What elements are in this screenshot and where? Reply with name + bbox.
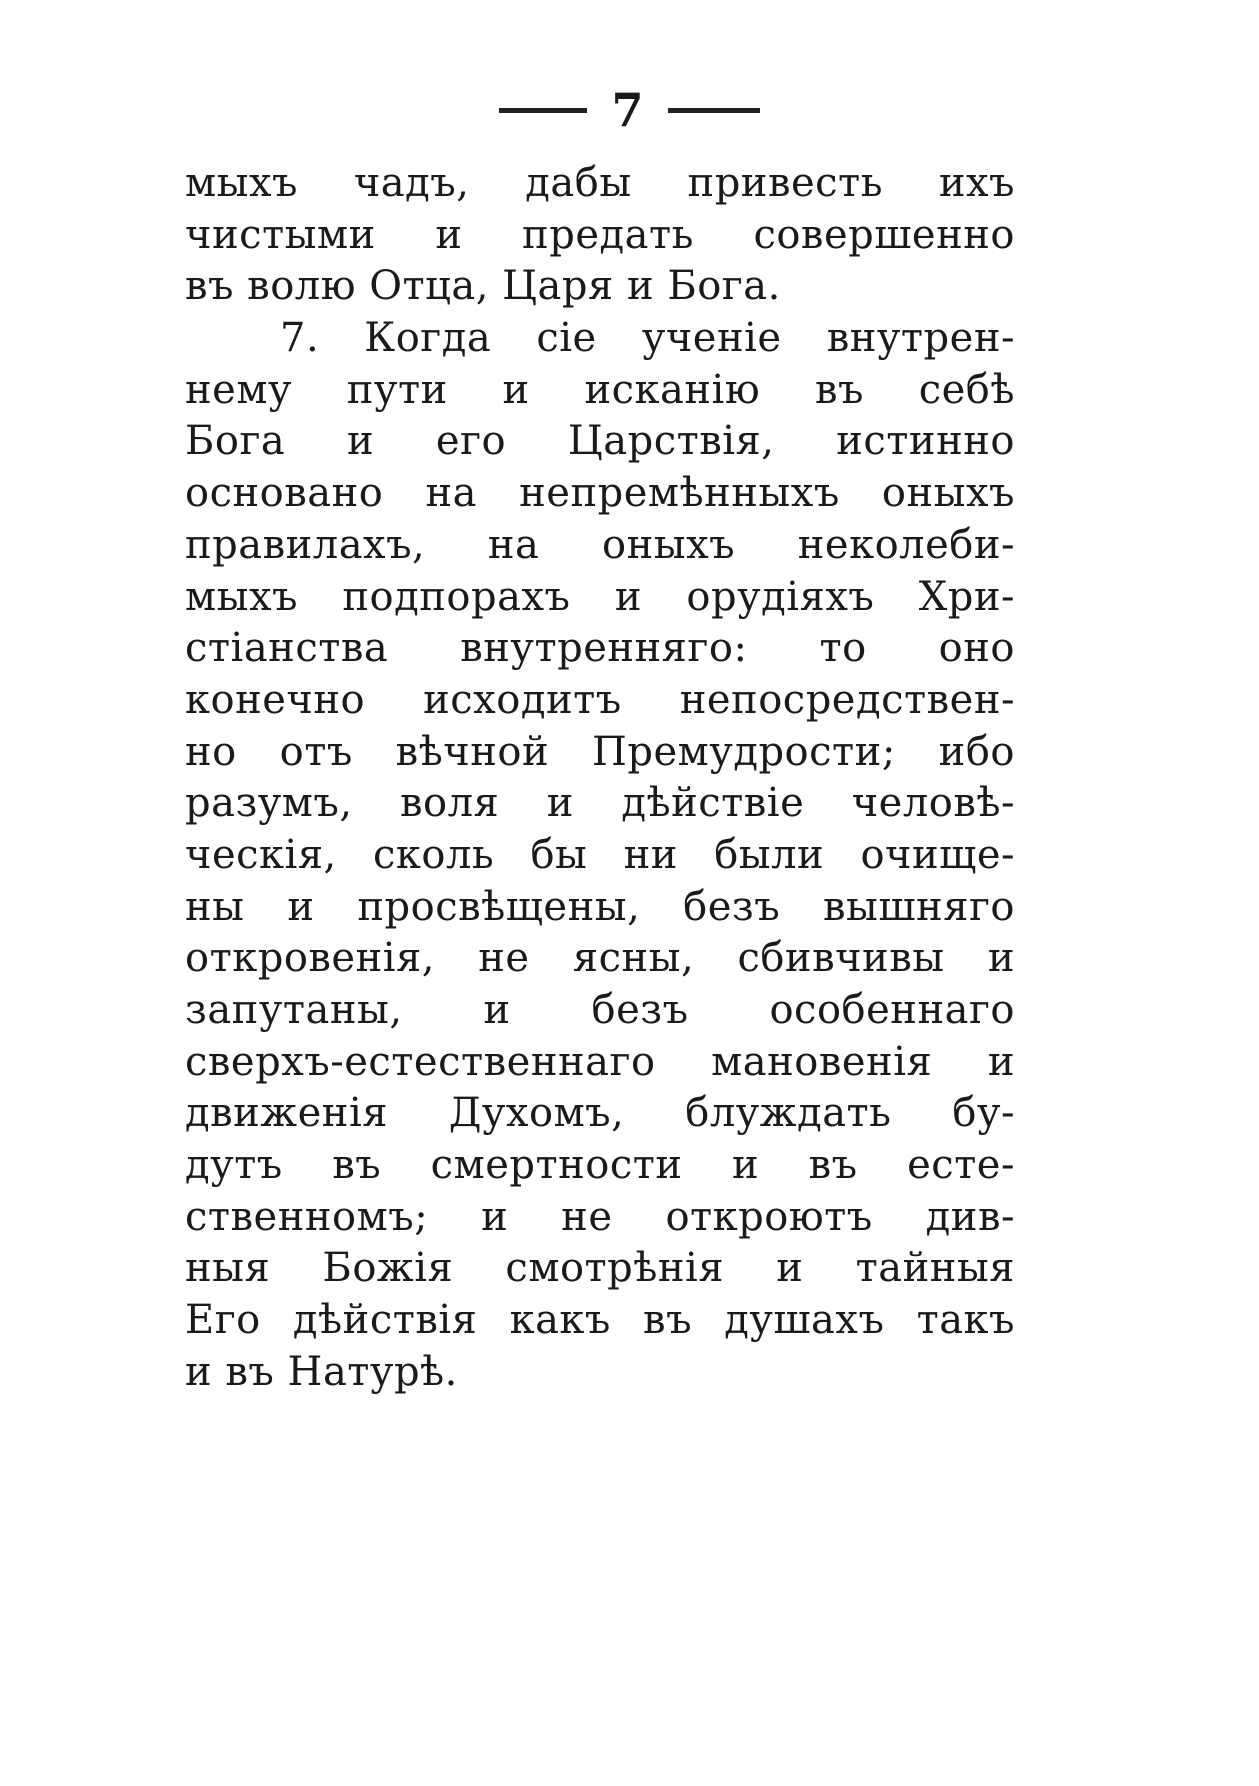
text-line: сверхъ-естественнаго мановенія и <box>185 1038 1015 1085</box>
text-line: но отъ вѣчной Премудрости; ибо <box>185 728 1015 775</box>
text-line: Его дѣйствія какъ въ душахъ такъ <box>185 1297 1015 1344</box>
text-line: мыхъ подпорахъ и орудіяхъ Хри- <box>185 573 1015 620</box>
page-header <box>0 80 1259 140</box>
text-line: ны и просвѣщены, безъ вышняго <box>185 883 1015 930</box>
body-text <box>185 158 1015 1399</box>
header-rule-right <box>668 108 760 113</box>
text-line: и въ Натурѣ. <box>185 1348 458 1395</box>
text-line: правилахъ, на оныхъ неколеби- <box>185 521 1015 568</box>
text-line: ныя Божія смотрѣнія и тайныя <box>185 1245 1015 1292</box>
text-line: откровенія, не ясны, сбивчивы и <box>185 935 1015 982</box>
text-line: въ волю Отца, Царя и Бога. <box>185 263 781 310</box>
text-line: ческія, сколь бы ни были очище- <box>185 831 1015 878</box>
text-line: Бога и его Царствія, истинно <box>185 418 1015 465</box>
paragraph-start-line: 7. Когда сіе ученіе внутрен- <box>280 315 1015 362</box>
text-line: движенія Духомъ, блуждать бу- <box>185 1090 1015 1137</box>
text-line: конечно исходитъ непосредствен- <box>185 676 1015 723</box>
text-line: стіанства внутренняго: то оно <box>185 625 1015 672</box>
text-line: запутаны, и безъ особеннаго <box>185 987 1015 1033</box>
page-number: 7 <box>611 83 644 137</box>
text-line: разумъ, воля и дѣйствіе человѣ- <box>185 780 1015 827</box>
header-rule-left <box>499 108 587 113</box>
text-line: чистыми и предать совершенно <box>185 211 1015 258</box>
text-line: нему пути и исканію въ себѣ <box>185 366 1015 413</box>
text-line: мыхъ чадъ, дабы привесть ихъ <box>185 160 1015 206</box>
text-line: основано на непремѣнныхъ оныхъ <box>185 470 1015 517</box>
text-line: дутъ въ смертности и въ есте- <box>185 1142 1015 1189</box>
text-line: ственномъ; и не откроютъ див- <box>185 1193 1015 1240</box>
